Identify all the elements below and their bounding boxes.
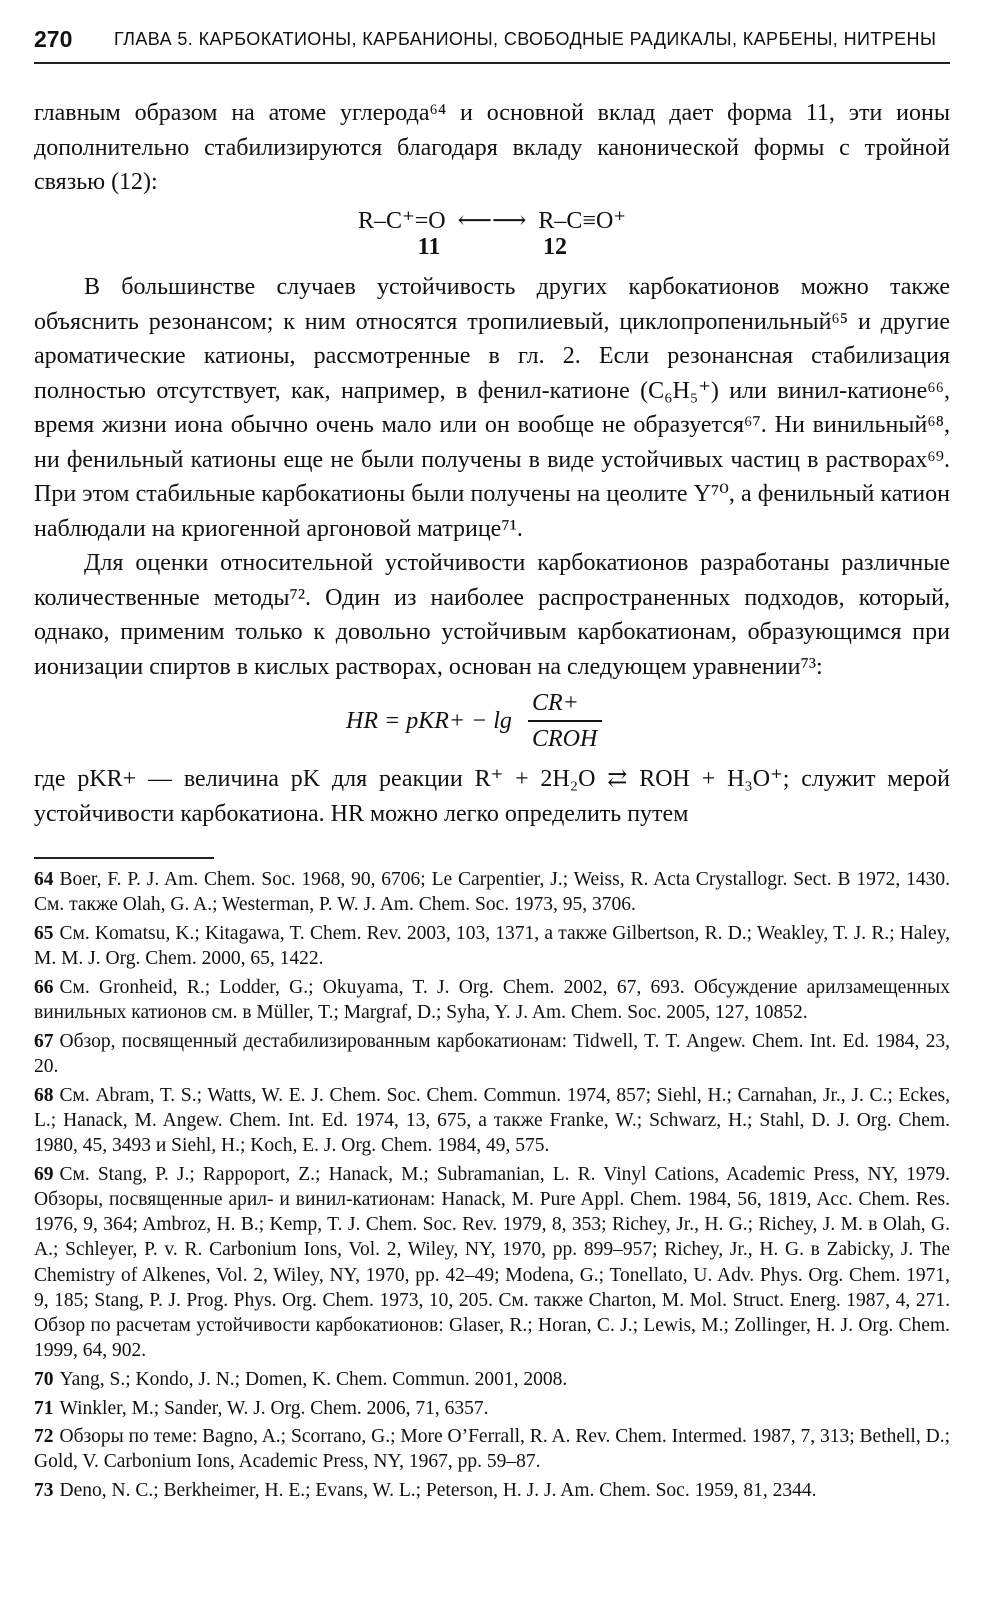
formula-label-11: 11 <box>417 233 441 260</box>
equation-denominator: CROH <box>532 726 598 753</box>
footnote-72: 72 Обзоры по теме: Bagno, A.; Scorrano, G.; More O’Ferrall, R. A. Rev. Chem. Intermed. 1987, 7, 313; Bethell, D.; Gold, V. Carbonium Ions, Academic Press, NY, 1967, pp. 59–87. <box>34 1426 950 1473</box>
footnote-rule <box>34 857 214 859</box>
main-text <box>34 96 950 831</box>
paragraph-3: Для оценки относительной устойчивости карбокатионов разработаны различные количественные методы⁷². Один из наиболее распространенных подходов, который, однако, применим только к довольно устойчивым карбокатионам, образующимся при ионизации спиртов в кислых растворах, основан на следующем уравнении⁷³: <box>34 550 950 680</box>
footnote-68: 68 См. Abram, T. S.; Watts, W. E. J. Chem. Soc. Chem. Commun. 1974, 857; Siehl, H.; Carnahan, Jr., J. C.; Eckes, L.; Hanack, M. Angew. Chem. Int. Ed. 1974, 13, 675, а также Franke, W.; Schwarz, H.; Stahl, D. J. Org. Chem. 1980, 45, 3493 и Siehl, H.; Koch, E. J. Org. Chem. 1984, 49, 575. <box>34 1084 950 1157</box>
footnotes <box>34 867 950 1507</box>
footnote-69: 69 См. Stang, P. J.; Rappoport, Z.; Hanack, M.; Subramanian, L. R. Vinyl Cations, Academic Press, NY, 1979. Обзоры, посвященные арил- и винил-катионам: Hanack, M. Pure Appl. Chem. 1984, 56, 1819, Acc. Chem. Res. 1976, 9, 364; Ambroz, H. B.; Kemp, T. J. Chem. Soc. Rev. 1979, 8, 353; Richey, Jr., H. G.; Richey, J. M. в Olah, G. A.; Schleyer, P. v. R. Carbonium Ions, Vol. 2, Wiley, NY, 1970, pp. 899–957; Richey, Jr., H. G. в Zabicky, J. The Chemistry of Alkenes, Vol. 2, Wiley, NY, 1970, pp. 42–49; Modena, G.; Tonellato, U. Adv. Phys. Org. Chem. 1971, 9, 185; Stang, P. J. Prog. Phys. Org. Chem. 1973, 10, 205. См. также Charton, M. Mol. Struct. Energ. 1987, 4, 271. Обзор по расчетам устойчивости карбокатионов: Glaser, R.; Horan, C. J.; Lewis, M.; Zollinger, H. J. Org. Chem. 1999, 64, 902. <box>34 1163 950 1362</box>
footnote-66: 66 См. Gronheid, R.; Lodder, G.; Okuyama, T. J. Org. Chem. 2002, 67, 693. Обсуждение арилзамещенных винильных катионов см. в Müller, T.; Margraf, D.; Syha, Y. J. Am. Chem. Soc. 2005, 127, 10852. <box>34 976 950 1024</box>
page-header <box>34 18 950 64</box>
formula-label-12: 12 <box>543 233 567 260</box>
formula-left: R–C⁺=O <box>358 207 446 234</box>
running-title: ГЛАВА 5. КАРБОКАТИОНЫ, КАРБАНИОНЫ, СВОБОДНЫЕ РАДИКАЛЫ, КАРБЕНЫ, НИТРЕНЫ <box>114 29 937 49</box>
footnote-73: 73 Deno, N. C.; Berkheimer, H. E.; Evans, W. L.; Peterson, H. J. J. Am. Chem. Soc. 1959, 81, 2344. <box>34 1480 817 1502</box>
equation-lhs: HR = pKR+ − lg <box>346 708 512 735</box>
resonance-arrow-icon: ⟵⟶ <box>457 207 527 234</box>
formula-right: R–C≡O⁺ <box>538 207 626 234</box>
footnote-67: 67 Обзор, посвященный дестабилизированным карбокатионам: Tidwell, T. T. Angew. Chem. Int. Ed. 1984, 23, 20. <box>34 1030 950 1077</box>
footnote-65: 65 См. Komatsu, K.; Kitagawa, T. Chem. Rev. 2003, 103, 1371, а также Gilbertson, R. D.; Weakley, T. J. R.; Haley, M. M. J. Org. Chem. 2000, 65, 1422. <box>34 922 951 970</box>
paragraph-4: где pKR+ — величина pK для реакции R⁺ + 2H₂O ⇄ ROH + H₃O⁺; служит мерой устойчивости карбокатиона. HR можно легко определить путем <box>34 766 950 827</box>
hr-equation <box>34 686 950 758</box>
footnote-64: 64 Boer, F. P. J. Am. Chem. Soc. 1968, 90, 6706; Le Carpentier, J.; Weiss, R. Acta Crystallogr. Sect. B 1972, 1430. См. также Olah, G. A.; Westerman, P. W. J. Am. Chem. Soc. 1973, 95, 3706. <box>34 869 950 916</box>
paragraph-2: В большинстве случаев устойчивость других карбокатионов можно также объяснить резонансом; к ним относятся тропилиевый, циклопропенильный⁶⁵ и другие ароматические катионы, рассмотренные в гл. 2. Если резонансная стабилизация полностью отсутствует, как, например, в фенил-катионе (C₆H₅⁺) или винил-катионе⁶⁶, время жизни иона обычно очень мало или он вообще не образуется⁶⁷. Ни винильный⁶⁸, ни фенильный катионы еще не были получены в виде устойчивых частиц в растворах⁶⁹. При этом стабильные карбокатионы были получены на цеолите Y⁷⁰, а фенильный катион наблюдали на криогенной аргоновой матрице⁷¹. <box>34 274 950 542</box>
resonance-formula <box>34 208 950 261</box>
paragraph-1: главным образом на атоме углерода⁶⁴ и основной вклад дает форма 11, эти ионы дополнительно стабилизируются благодаря вкладу канонической формы с тройной связью (12): <box>34 100 950 195</box>
equation-numerator: CR+ <box>532 690 579 717</box>
footnote-71: 71 Winkler, M.; Sander, W. J. Org. Chem. 2006, 71, 6357. <box>34 1397 489 1419</box>
page-number: 270 <box>34 26 73 52</box>
footnote-70: 70 Yang, S.; Kondo, J. N.; Domen, K. Chem. Commun. 2001, 2008. <box>34 1368 568 1390</box>
